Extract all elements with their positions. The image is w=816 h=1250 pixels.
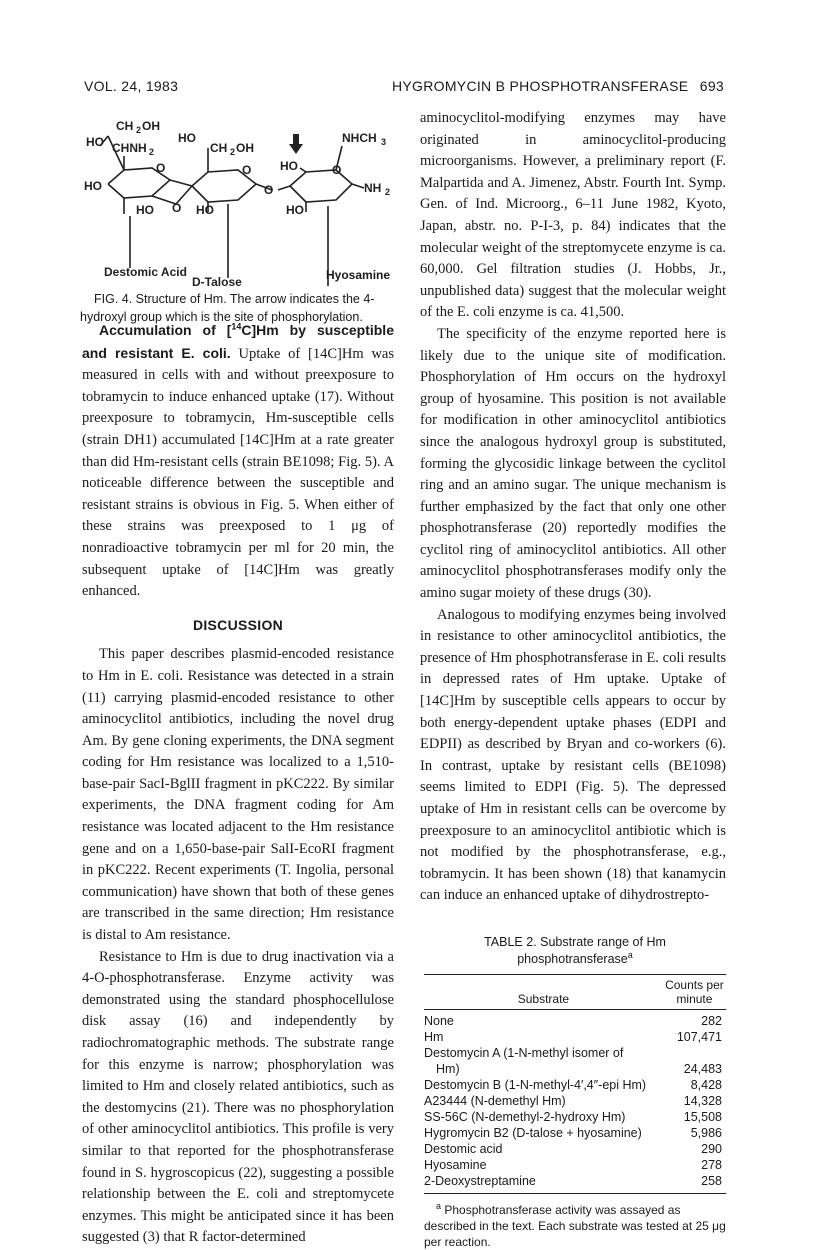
results-paragraph: Accumulation of [$^{14}$C]Hm by susceptible and resistant E. coli. Uptake of [14C]Hm was measured in cells with and without preexposure to tobramycin to induce enhanced uptake (17). Without preexposure to tobramycin, Hm-susceptible cells (strain DH1) accumulated [14C]Hm at a rate greater than did Hm-resistant cells (strain BE1098; Fig. 5). A noticeable difference between the susceptible and resistant strains is obvious in Fig. 5. When either of these strains was preexposed to 1 μg of nonradioactive tobramycin per ml for 20 min, the subsequent uptake of [14C]Hm was greatly enhanced.: [82, 321, 394, 600]
label-ch2oh-2: CH: [210, 141, 228, 155]
substrate-cell: 2-Deoxystreptamine: [424, 1174, 536, 1188]
counts-cell: 107,471: [676, 1030, 722, 1044]
hm-structure-diagram: [80, 116, 400, 286]
svg-text:2: 2: [385, 187, 391, 197]
label-ho-6: HO: [286, 203, 304, 217]
table-footnote: $^a$ Phosphotransferase activity was assayed as described in the text. Each substrate was tested at 25 μg per reaction.: [424, 1201, 726, 1249]
svg-text:2: 2: [149, 147, 155, 157]
substrate-cell: Destomycin B (1-N-methyl-4′,4″-epi Hm): [424, 1078, 647, 1092]
substrate-cell: Hyosamine: [424, 1158, 487, 1172]
svg-text:OH: OH: [142, 119, 160, 133]
figure-structure: [80, 116, 400, 286]
counts-cell: 258: [701, 1174, 722, 1188]
label-d-talose: D-Talose: [192, 275, 242, 286]
label-ho-3: HO: [280, 159, 298, 173]
table-2: [424, 934, 726, 1250]
run-in-heading: Accumulation of [$^{14}$C]Hm by susceptible and resistant E. coli.: [82, 321, 394, 361]
label-nhch3: NHCH: [342, 131, 377, 145]
discussion-paragraph-4: The specificity of the enzyme reported here is likely due to the unique site of modification. Phosphorylation of Hm occurs on the hydroxyl group of hyosamine. This position is not available for modification in other aminocyclitol antibiotics since the analogous hydroxyl group is substituted, forming the glycosidic linkage between the cyclitol ring and an amino sugar. The unique mechanism is further emphasized by the fact that only one other phosphotransferase (20) reportedly modifies the cyclitol ring of aminocyclitol antibiotics. All other aminocyclitol phosphotransferases modify only the amino sugar moiety of these drugs (30).: [420, 325, 726, 602]
counts-cell: 8,428: [690, 1078, 722, 1092]
counts-cell: 282: [701, 1014, 722, 1028]
label-o-5: O: [332, 163, 342, 177]
label-chnh2: CHNH: [112, 141, 147, 155]
counts-cell: [663, 1046, 726, 1062]
table-row: [424, 1174, 726, 1194]
discussion-paragraph-1: This paper describes plasmid-encoded resistance to Hm in E. coli. Resistance was detected in a strain (11) carrying plasmid-encoded resistance to other aminocyclitol antibiotics, including the novel drug Am. By gene cloning experiments, the DNA segment coding for Hm resistance was localized to a 1,510-base-pair SacI-BglII fragment in pKC222. By similar experiments, the DNA fragment coding for Am resistance was located adjacent to the Hm resistance gene and on a 1,650-base-pair SalI-EcoRI fragment in pKC222. Recent experiments (T. Ingolia, personal communication) have shown that both of these genes are transcribed in the same direction; Hm resistance is distal to Am resistance.: [82, 646, 394, 944]
volume-label: VOL. 24, 1983: [84, 78, 179, 94]
label-o-1: O: [156, 161, 166, 175]
counts-cell: 24,483: [683, 1062, 722, 1076]
label-ho-5: HO: [196, 203, 214, 217]
table-row: [424, 1062, 726, 1078]
table-row: [424, 1010, 726, 1030]
svg-text:2: 2: [136, 125, 142, 135]
table-row: [424, 1142, 726, 1158]
table-row: [424, 1046, 726, 1062]
table-row: [424, 1158, 726, 1174]
phosphorylation-arrow-icon: [289, 134, 303, 154]
svg-text:3: 3: [381, 137, 387, 147]
counts-cell: 5,986: [690, 1126, 722, 1140]
discussion-paragraph-3: aminocyclitol-modifying enzymes may have originated in aminocyclitol-producing microorganisms. However, a preliminary report (F. Malpartida and A. Jimenez, Abstr. Fourth Int. Symp. Gen. of Ind. Microorg., 6–11 June 1982, Kyoto, Japan, abstr. no. P-I-3, p. 84) indicates that the molecular weight of the streptomycete enzyme is ca. 60,000. Gel filtration studies (J. Hobbs, Jr., unpublished data) suggest that the molecular weight of the E. coli enzyme is ca. 41,500.: [420, 110, 726, 321]
substrate-cell: None: [424, 1014, 454, 1028]
section-heading-discussion: DISCUSSION: [192, 616, 284, 633]
counts-cell: 14,328: [683, 1094, 722, 1108]
svg-text:2: 2: [230, 147, 236, 157]
page-number: 693: [699, 78, 724, 94]
svg-text:OH: OH: [236, 141, 254, 155]
label-ch2oh-1: CH: [116, 119, 134, 133]
substrate-cell: A23444 (N-demethyl Hm): [424, 1094, 566, 1108]
label-nh2: NH: [364, 181, 382, 195]
label-o-3: O: [242, 163, 252, 177]
substrate-cell: Hm): [436, 1062, 460, 1076]
label-o-4: O: [264, 183, 274, 197]
table-row: [424, 1094, 726, 1110]
substrate-cell: Hygromycin B2 (D-talose + hyosamine): [424, 1126, 642, 1140]
substrate-cell: Hm: [424, 1030, 444, 1044]
table-row: [424, 1030, 726, 1046]
discussion-paragraph-2: Resistance to Hm is due to drug inactivation via a 4-O-phosphotransferase. Enzyme activity was demonstrated using the standard phosphocellulose disk assay (16) and independently by radiochromatographic methods. The substrate range for this enzyme is narrow; phosphorylation was limited to Hm and closely related antibiotics, such as the destomycins (21). There was no phosphorylation of other aminocyclitol antibiotics. This profile is very similar to that reported for the phosphotransferase found in S. hygroscopicus (22), suggesting a possible relationship between the E. coli and streptomycete enzymes. This might be anticipated since it has been suggested (3) that R factor-determined: [82, 948, 394, 1246]
label-ho-left: HO: [84, 179, 102, 193]
right-column: [420, 108, 726, 907]
label-ho-4: HO: [136, 203, 154, 217]
table-title: TABLE 2. Substrate range of Hm phosphotransferase$^a$: [484, 935, 666, 966]
substrate-table: [424, 974, 726, 1194]
label-hyosamine: Hyosamine: [326, 268, 391, 282]
left-column: [82, 320, 394, 1249]
page-header: [84, 78, 724, 98]
counts-cell: 290: [701, 1142, 722, 1156]
table-row: [424, 1078, 726, 1094]
figure-caption: FIG. 4. Structure of Hm. The arrow indicates the 4-hydroxyl group which is the site of phosphorylation.: [80, 292, 375, 324]
substrate-cell: Destomycin A (1-N-methyl isomer of: [424, 1046, 624, 1060]
substrate-cell: Destomic acid: [424, 1142, 503, 1156]
column-header-substrate: Substrate: [517, 992, 570, 1006]
label-ho-2: HO: [178, 131, 196, 145]
label-destomic-acid: Destomic Acid: [104, 265, 187, 279]
table-row: [424, 1126, 726, 1142]
discussion-paragraph-5: Analogous to modifying enzymes being involved in resistance to other aminocyclitol antibiotics, the presence of Hm phosphotransferase in E. coli results in depressed rates of Hm uptake. Uptake of [14C]Hm by susceptible cells appears to occur by both energy-dependent uptake phases (EDPI and EDPII) as described by Bryan and co-workers (6). In contrast, uptake by resistant cells (BE1098) seems limited to EDPI (Fig. 5). The depressed uptake of Hm in resistant cells can be overcome by preexposure to an aminocyclitol antibiotic which is not modified by the phosphotransferase, e.g., tobramycin. It has been shown (18) that kanamycin can induce an enhanced uptake of dihydrostrepto-: [420, 606, 726, 904]
counts-cell: 278: [701, 1158, 722, 1172]
counts-cell: 15,508: [683, 1110, 722, 1124]
running-title: HYGROMYCIN B PHOSPHOTRANSFERASE: [392, 78, 689, 94]
table-row: [424, 1110, 726, 1126]
label-ho-1: HO: [86, 135, 104, 149]
column-header-counts: Counts per minute: [665, 978, 724, 1006]
substrate-cell: SS-56C (N-demethyl-2-hydroxy Hm): [424, 1110, 626, 1124]
label-o-2: O: [172, 201, 182, 215]
